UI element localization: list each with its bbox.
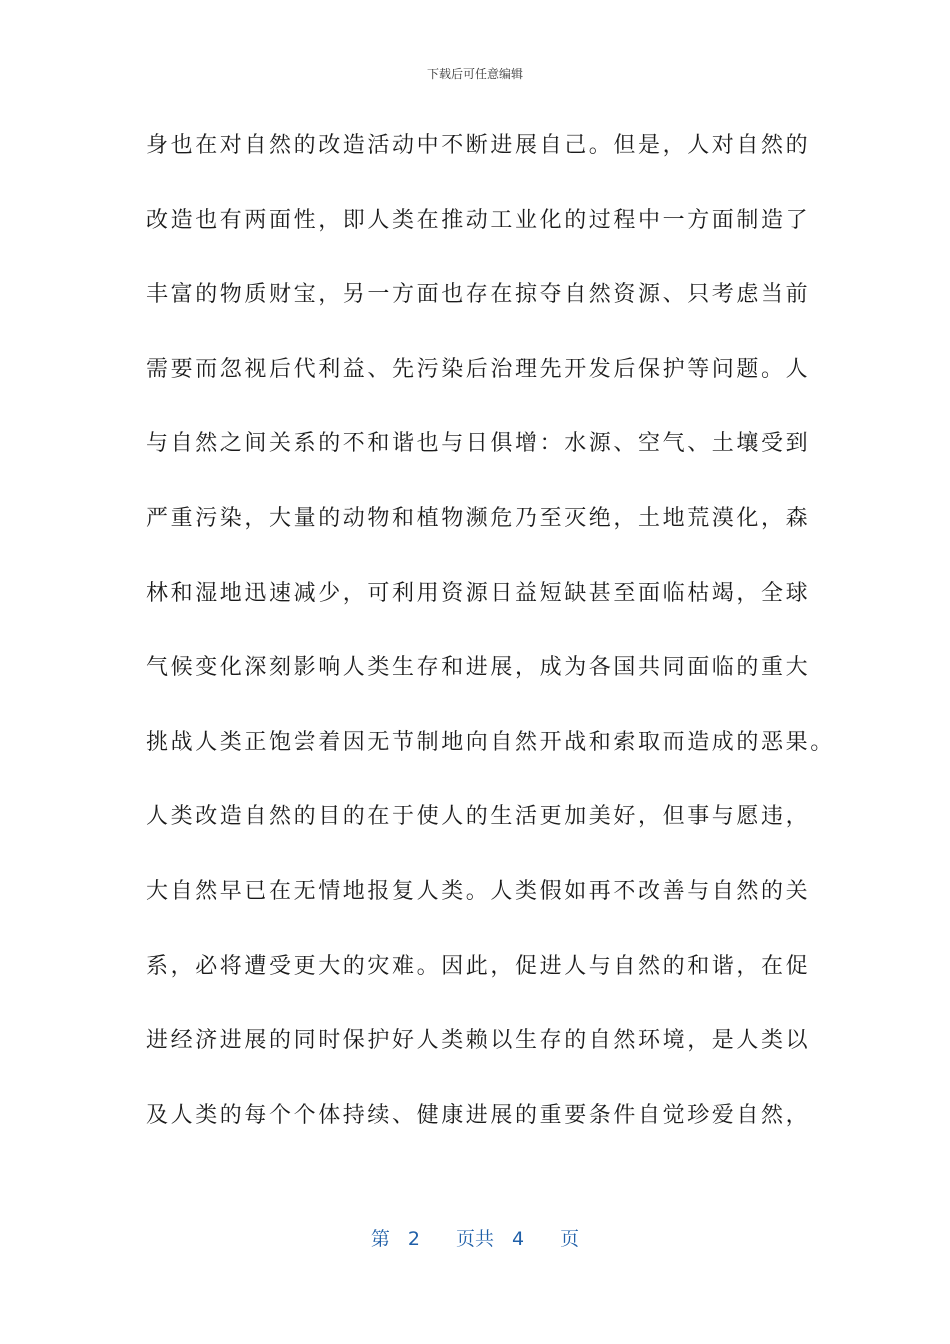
footer-prefix: 第 (370, 1228, 390, 1250)
text-line: 丰富的物质财宝，另一方面也存在掠夺自然资源、只考虑当前 (146, 282, 811, 308)
text-line: 进经济进展的同时保护好人类赖以生存的自然环境，是人类以 (146, 1028, 811, 1054)
footer-suffix: 页 (560, 1228, 580, 1250)
text-line: 系，必将遭受更大的灾难。因此，促进人与自然的和谐，在促 (146, 953, 811, 979)
text-line: 气候变化深刻影响人类生存和进展，成为各国共同面临的重大 (146, 655, 811, 681)
text-line: 改造也有两面性，即人类在推动工业化的过程中一方面制造了 (146, 207, 811, 233)
text-line: 及人类的每个个体持续、健康进展的重要条件自觉珍爱自然， (146, 1102, 811, 1128)
footer-total-pages: 4 (512, 1228, 525, 1250)
page-header-note: 下载后可任意编辑 (426, 67, 523, 81)
page-footer (0, 1226, 950, 1252)
body-text (146, 124, 835, 1168)
text-line: 身也在对自然的改造活动中不断进展自己。但是，人对自然的 (146, 133, 811, 158)
text-line: 人类改造自然的目的在于使人的生活更加美好，但事与愿违， (146, 804, 811, 830)
footer-current-page: 2 (407, 1228, 420, 1250)
text-line: 严重污染，大量的动物和植物濒危乃至灭绝，土地荒漠化，森 (146, 505, 811, 531)
text-line: 挑战人类正饱尝着因无节制地向自然开战和索取而造成的恶果。 (146, 729, 835, 755)
text-line: 林和湿地迅速减少，可利用资源日益短缺甚至面临枯竭，全球 (146, 580, 811, 606)
text-line: 大自然早已在无情地报复人类。人类假如再不改善与自然的关 (146, 878, 811, 904)
text-line: 与自然之间关系的不和谐也与日俱增：水源、空气、土壤受到 (146, 431, 811, 457)
footer-middle: 页共 (455, 1228, 494, 1250)
text-line: 需要而忽视后代利益、先污染后治理先开发后保护等问题。人 (146, 356, 811, 382)
